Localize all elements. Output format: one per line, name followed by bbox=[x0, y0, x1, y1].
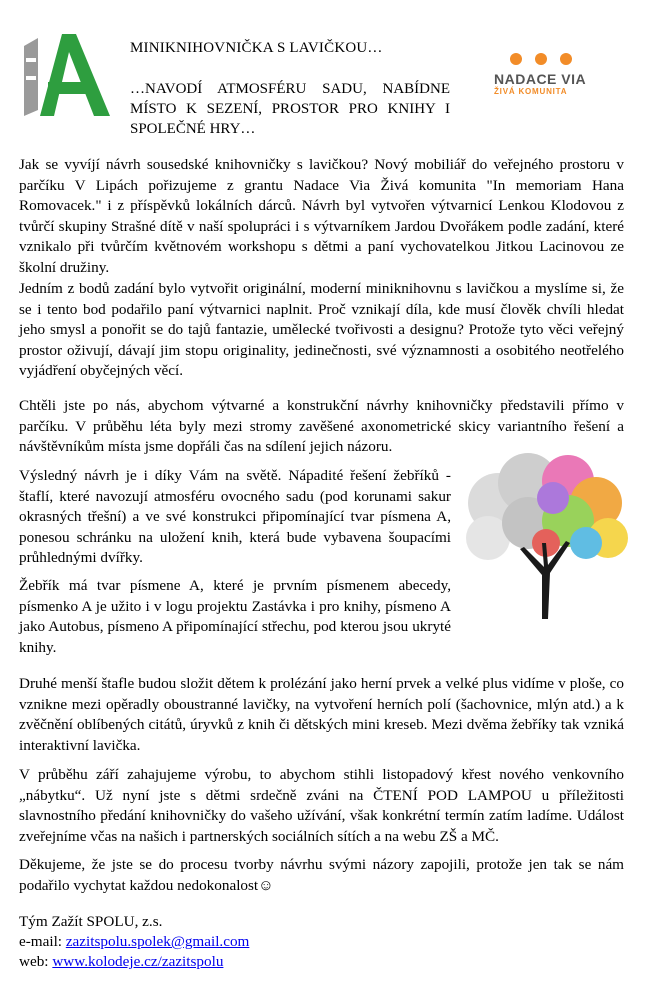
paragraph-8: Děkujeme, že jste se do procesu tvorby návrhu svými názory zapojili, protože jen tak se nám podařilo vychytat každou nedokonalost☺ bbox=[19, 856, 624, 894]
zastavka-a-logo bbox=[18, 28, 116, 120]
paragraph-2: Jedním z bodů zadání bylo vytvořit originální, moderní miniknihovnu s lavičkou a myslíme si, že se i tento bod podařilo paní výtvarnici naplnit. Proč vznikají díla, kde musí člověk chvíli hledat jeho smysl a ponořit se do tajů fantazie, umělecké tvořivosti a designu? Protože tyto věci veřejný prostor oživují, dávají jim stopu originality, jedinečnosti, své významnosti a osobitého neotřelého vyjádření obyčejných věcí. bbox=[19, 280, 624, 379]
paragraph-1: Jak se vyvíjí návrh sousedské knihovničky s lavičkou? Nový mobiliář do veřejného prostoru v parčíku V Lipách pořizujeme z grantu Nadace Via Živá komunita "In memoriam Hana Romovacek." i z příspěvků lokálních dárců. Návrh byl vytvořen výtvarnicí Lenkou Klodovou z tvůrčí skupiny Strašné dítě v naší spolupráci i s výtvarníkem Jardou Dvořákem podle zadání, které vznikalo při tvůrčím květnovém workshopu s dětmi a paní vychovatelkou Jitkou Lacinovou ze školní družiny. bbox=[19, 156, 624, 276]
paragraph-7: V průběhu září zahajujeme výrobu, to abychom stihli listopadový křest nového venkovního „nábytku“. Už nyní jste s dětmi srdečně zváni na ČTENÍ POD LAMPOU u příležitosti slavnostního předání knihovničky do vašeho užívání, však konkrétní termín zatím ladíme. Událost zveřejníme včas na našich i partnerských sociálních sítích a na webu ZŠ a MČ. bbox=[19, 766, 624, 845]
web-link[interactable]: www.kolodeje.cz/zazitspolu bbox=[52, 953, 224, 970]
web-label: web: bbox=[19, 953, 49, 970]
contact-org: Tým Zažít SPOLU, z.s. bbox=[19, 913, 163, 930]
via-logo-tagline: ŽIVÁ KOMUNITA bbox=[494, 87, 568, 96]
paragraph-5: Žebřík má tvar písmene A, které je prvním písmenem abecedy, písmenko A je užito i v logu projektu Zastávka i pro knihy, písmeno A jako Autobus, písmeno A připomínající střechu, pod kterou jsou ukryté knihy. bbox=[19, 577, 451, 656]
header-title: MINIKNIHOVNIČKA S LAVIČKOU… bbox=[130, 40, 383, 56]
via-logo-name: NADACE VIA bbox=[494, 71, 587, 87]
contact-web-line bbox=[19, 952, 624, 973]
email-label: e-mail: bbox=[19, 933, 63, 950]
header-subtitle: …NAVODÍ ATMOSFÉRU SADU, NABÍDNE MÍSTO K SEZENÍ, PROSTOR PRO KNIHY I SPOLEČNÉ HRY… bbox=[130, 81, 450, 137]
paragraph-4: Výsledný návrh je i díky Vám na světě. Nápadité řešení žebříků - štaflí, které navozují atmosféru ovocného sadu (pod korunami sakur okrasných třešní) a ve své konstrukci připomínající tvar písmena A, ponesou schránku na uložení knih, která bude vybavena šoupacími průhlednými dvířky. bbox=[19, 467, 451, 566]
paragraph-6: Druhé menší štafle budou složit dětem k prolézání jako herní prvek a velké plus vidíme v ploše, co vznikne mezi opěradly oboustranné lavičky, na vytvoření herních polí (šachovnice, mlýn atd.) a k zvěčnění oblíbených citátů, úryvků z knih či dětských mini kreseb. Mezi dvěma žebříky tak vzniká interaktivní lavička. bbox=[19, 675, 624, 754]
paragraph-3: Chtěli jste po nás, abychom výtvarné a konstrukční návrhy knihovničky představili přímo v parčíku. V průběhu léta byly mezi stromy zavěšené axonometrické skicy variantního řešení a návštěvníkům místa jsme dopřáli čas na sdílení jejich názoru. bbox=[19, 397, 624, 455]
via-dots-icon bbox=[510, 53, 604, 65]
colorful-tree-image bbox=[458, 443, 634, 621]
email-link[interactable]: zazitspolu.spolek@gmail.com bbox=[65, 933, 250, 950]
contact-email-line bbox=[19, 932, 624, 953]
nadace-via-logo bbox=[494, 53, 604, 103]
